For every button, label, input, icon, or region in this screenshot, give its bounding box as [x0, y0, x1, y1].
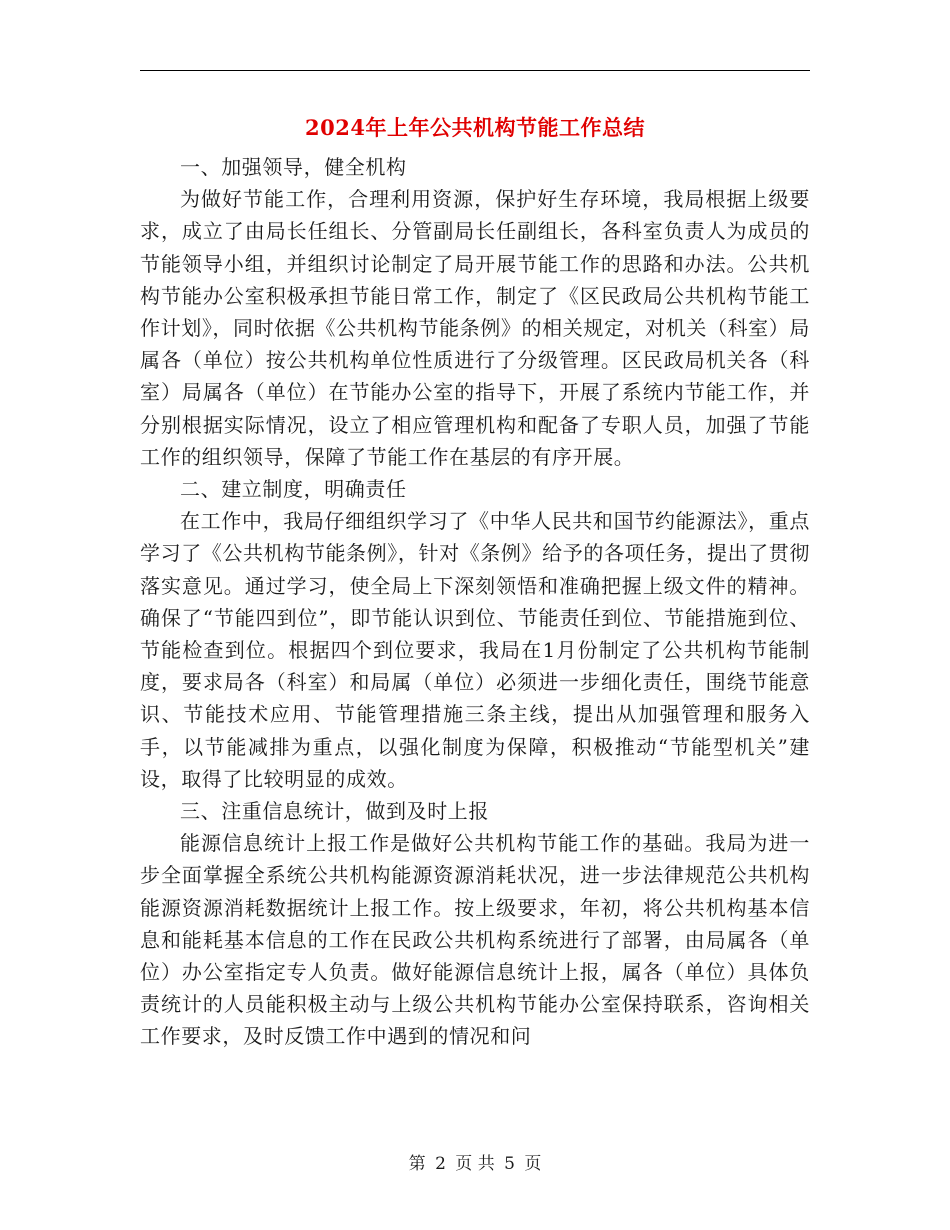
footer-suffix: 页	[524, 1154, 542, 1174]
body-paragraph-1: 为做好节能工作，合理利用资源，保护好生存环境，我局根据上级要求，成立了由局长任组长、分管副局长任副组长，各科室负责人为成员的节能领导小组，并组织讨论制定了局开展节能工作的思路和办法。公共机构节能办公室积极承担节能日常工作，制定了《区民政局公共机构节能工作计划》，同时依据《公共机构节能条例》的相关规定，对机关（科室）局属各（单位）按公共机构单位性质进行了分级管理。区民政局机关各（科室）局属各（单位）在节能办公室的指导下，开展了系统内节能工作，并分别根据实际情况，设立了相应管理机构和配备了专职人员，加强了节能工作的组织领导，保障了节能工作在基层的有序开展。	[140, 187, 810, 469]
document-title: 2024年上年公共机构节能工作总结	[305, 115, 645, 140]
footer-mid: 页 共	[455, 1154, 495, 1174]
section-heading-2: 二、建立制度，明确责任	[180, 477, 407, 502]
document-body	[140, 151, 810, 1053]
page-number: 2	[435, 1154, 446, 1174]
section-heading-1: 一、加强领导，健全机构	[180, 155, 407, 179]
body-paragraph-3: 能源信息统计上报工作是做好公共机构节能工作的基础。我局为进一步全面掌握全系统公共机构能源资源消耗状况，进一步法律规范公共机构能源资源消耗数据统计上报工作。按上级要求，年初，将公共机构基本信息和能耗基本信息的工作在民政公共机构系统进行了部署，由局属各（单位）办公室指定专人负责。做好能源信息统计上报，属各（单位）具体负责统计的人员能积极主动与上级公共机构节能办公室保持联系，咨询相关工作要求，及时反馈工作中遇到的情况和问	[140, 831, 810, 1049]
page-footer	[140, 1152, 810, 1176]
header-rule	[140, 70, 810, 71]
page-total: 5	[504, 1154, 515, 1174]
footer-prefix: 第	[408, 1154, 426, 1174]
body-paragraph-2: 在工作中，我局仔细组织学习了《中华人民共和国节约能源法》，重点学习了《公共机构节能条例》，针对《条例》给予的各项任务，提出了贯彻落实意见。通过学习，使全局上下深刻领悟和准确把握上级文件的精神。确保了“节能四到位”，即节能认识到位、节能责任到位、节能措施到位、节能检查到位。根据四个到位要求，我局在1月份制定了公共机构节能制度，要求局各（科室）和局属（单位）必须进一步细化责任，围绕节能意识、节能技术应用、节能管理措施三条主线，提出从加强管理和服务入手，以节能减排为重点，以强化制度为保障，积极推动“节能型机关”建设，取得了比较明显的成效。	[140, 509, 810, 791]
section-heading-3: 三、注重信息统计，做到及时上报	[180, 799, 489, 824]
